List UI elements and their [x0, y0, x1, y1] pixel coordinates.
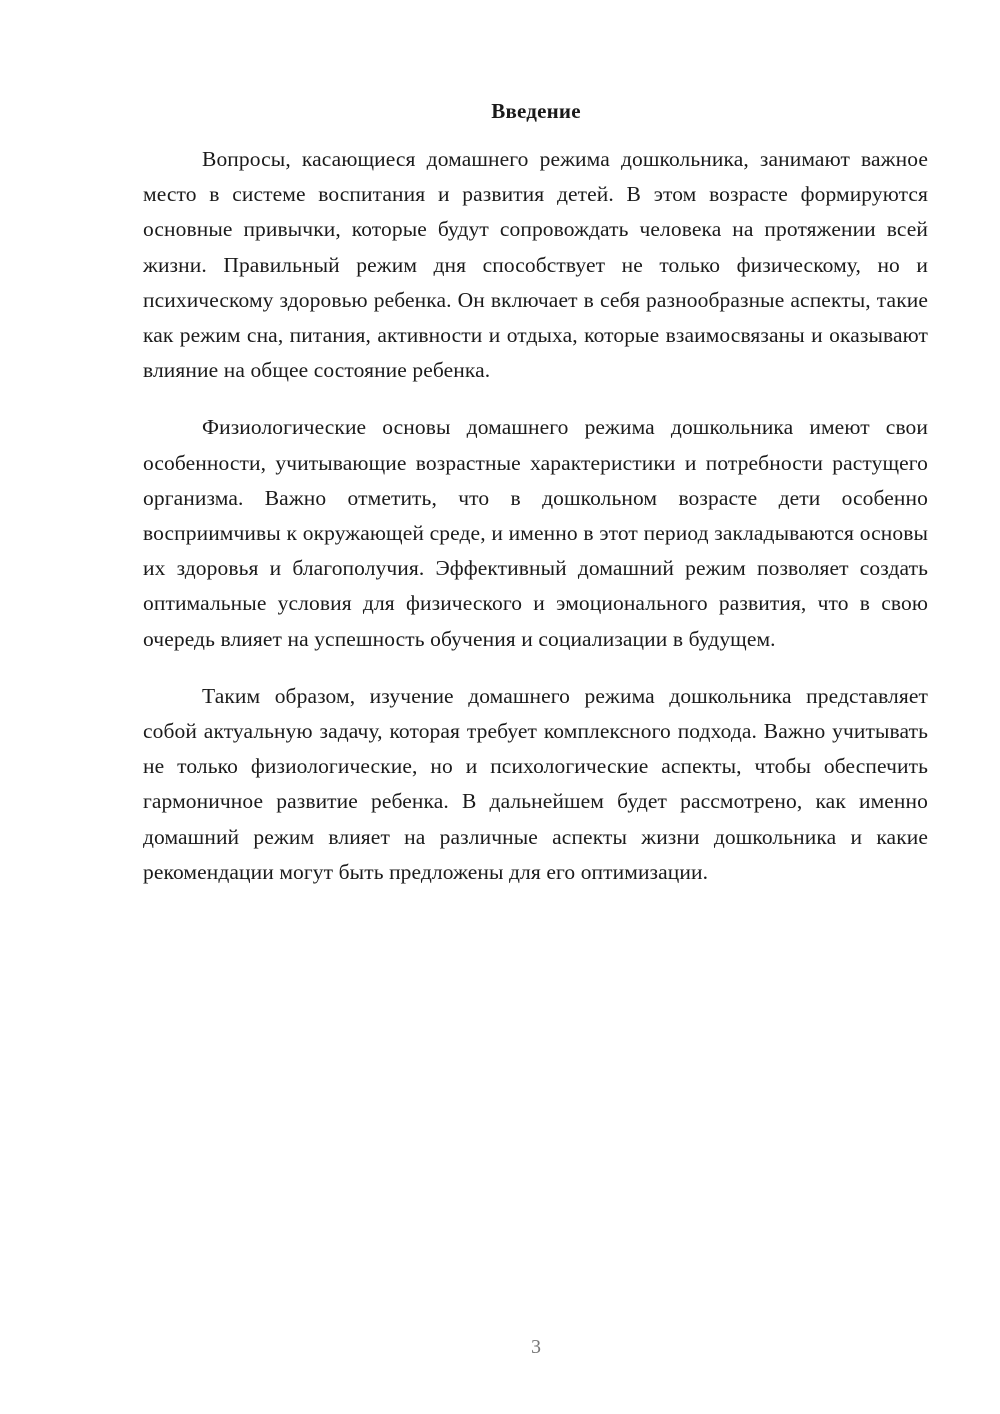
paragraph-3: Таким образом, изучение домашнего режима дошкольника представляет собой актуальную задачу, которая требует комплексного подхода. Важно учитывать не только физиологические, но и психологические аспекты, чтобы обеспечить гармоничное развитие ребенка. В дальнейшем будет рассмотрено, как именно домашний режим влияет на различные аспекты жизни дошкольника и какие рекомендации могут быть предложены для его оптимизации.	[143, 683, 928, 884]
section-heading: Введение	[491, 99, 581, 123]
body-text	[143, 142, 928, 912]
paragraph-1: Вопросы, касающиеся домашнего режима дошкольника, занимают важное место в системе воспитания и развития детей. В этом возрасте формируются основные привычки, которые будут сопровождать человека на протяжении всей жизни. Правильный режим дня способствует не только физическому, но и психическому здоровью ребенка. Он включает в себя разнообразные аспекты, такие как режим сна, питания, активности и отдыха, которые взаимосвязаны и оказывают влияние на общее состояние ребенка.	[143, 147, 928, 383]
page-number: 3	[531, 1336, 541, 1358]
paragraph-2: Физиологические основы домашнего режима дошкольника имеют свои особенности, учитывающие возрастные характеристики и потребности растущего организма. Важно отметить, что в дошкольном возрасте дети особенно восприимчивы к окружающей среде, и именно в этот период закладываются основы их здоровья и благополучия. Эффективный домашний режим позволяет создать оптимальные условия для физического и эмоционального развития, что в свою очередь влияет на успешность обучения и социализации в будущем.	[143, 415, 928, 651]
